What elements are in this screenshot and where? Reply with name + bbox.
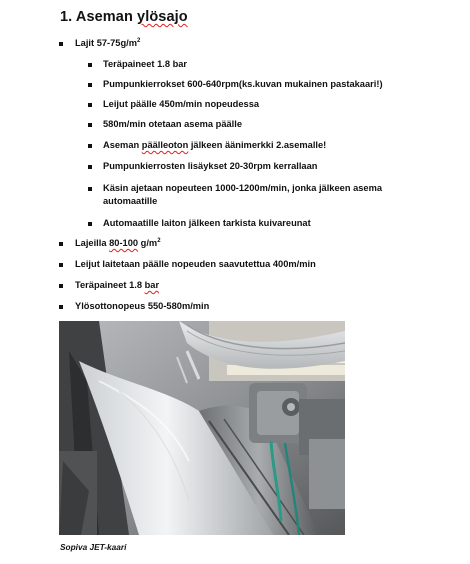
- list-item-text: [103, 79, 383, 89]
- list-item-text: [103, 140, 326, 150]
- bullet-marker: [88, 165, 92, 169]
- list-item-text: [103, 99, 259, 109]
- list-item-text: [75, 301, 209, 311]
- list-item: [75, 258, 316, 271]
- sub-list-item: [103, 78, 383, 91]
- text-run: 580m/min otetaan asema päälle: [103, 119, 243, 129]
- text-run: Lajit 57-75g/m: [75, 38, 138, 48]
- list-item: [75, 300, 209, 313]
- sub-list-item: [103, 139, 326, 152]
- bullet-marker: [88, 63, 92, 67]
- photo-illustration: [59, 321, 345, 535]
- bullet-marker: [88, 187, 92, 191]
- bullet-marker: [59, 305, 63, 309]
- sub-list-item: [103, 217, 311, 230]
- text-run: Aseman: [103, 140, 142, 150]
- list-item-text: [75, 38, 140, 48]
- list-item: [75, 37, 140, 50]
- spellcheck-flagged-text: 80-100: [109, 238, 139, 248]
- list-item-text: [103, 119, 242, 129]
- sub-list-item: [103, 182, 423, 208]
- list-item: [75, 237, 161, 250]
- list-item-text: [103, 182, 423, 208]
- text-run: Ylösottonopeus 550-580m/min: [75, 301, 210, 311]
- text-run: Automaatille laiton jälkeen tarkista kuivareunat: [103, 218, 311, 228]
- list-item-text: [75, 280, 159, 290]
- bullet-marker: [59, 42, 63, 46]
- text-run: Pumpunkierrokset 600-640rpm(ks.kuvan mukainen pastakaari!): [103, 79, 383, 89]
- text-run: Teräpaineet 1.8 bar: [103, 59, 188, 69]
- superscript: 2: [157, 237, 161, 244]
- list-item-text: [103, 218, 311, 228]
- spellcheck-flagged-text: bar: [144, 280, 160, 290]
- sub-list-item: [103, 118, 242, 131]
- text-run: Teräpaineet 1.8: [75, 280, 145, 290]
- sub-list-item: [103, 98, 259, 111]
- photo-caption: Sopiva JET-kaari: [60, 542, 127, 552]
- list-item: [75, 279, 159, 292]
- list-item-text: [75, 238, 161, 248]
- sub-list-item: [103, 160, 317, 173]
- list-item-text: [103, 59, 187, 69]
- bullet-marker: [88, 123, 92, 127]
- text-run: Leijut laitetaan päälle nopeuden saavutettua 400m/min: [75, 259, 316, 269]
- bullet-marker: [88, 83, 92, 87]
- text-run: Pumpunkierrosten lisäykset 20-30rpm kerrallaan: [103, 161, 318, 171]
- bullet-marker: [59, 263, 63, 267]
- list-item-text: [75, 259, 316, 269]
- section-heading: [60, 9, 188, 25]
- superscript: 2: [137, 37, 141, 44]
- text-run: Käsin ajetaan nopeuteen 1000-1200m/min, jonka jälkeen asema automaatille: [103, 183, 383, 206]
- bullet-marker: [59, 242, 63, 246]
- sub-list-item: [103, 58, 187, 71]
- bullet-marker: [59, 284, 63, 288]
- heading-number: 1.: [60, 9, 73, 25]
- text-run: Lajeilla: [75, 238, 110, 248]
- jet-arc-photo: [59, 321, 345, 535]
- heading-text-flagged: ylösajo: [137, 9, 188, 25]
- bullet-marker: [88, 103, 92, 107]
- spellcheck-flagged-text: päälleoton: [141, 140, 189, 150]
- bullet-marker: [88, 144, 92, 148]
- text-run: jälkeen äänimerkki 2.asemalle!: [188, 140, 327, 150]
- list-item-text: [103, 161, 317, 171]
- text-run: Leijut päälle 450m/min nopeudessa: [103, 99, 260, 109]
- heading-text: Aseman: [75, 9, 133, 25]
- bullet-marker: [88, 222, 92, 226]
- text-run: g/m: [138, 238, 158, 248]
